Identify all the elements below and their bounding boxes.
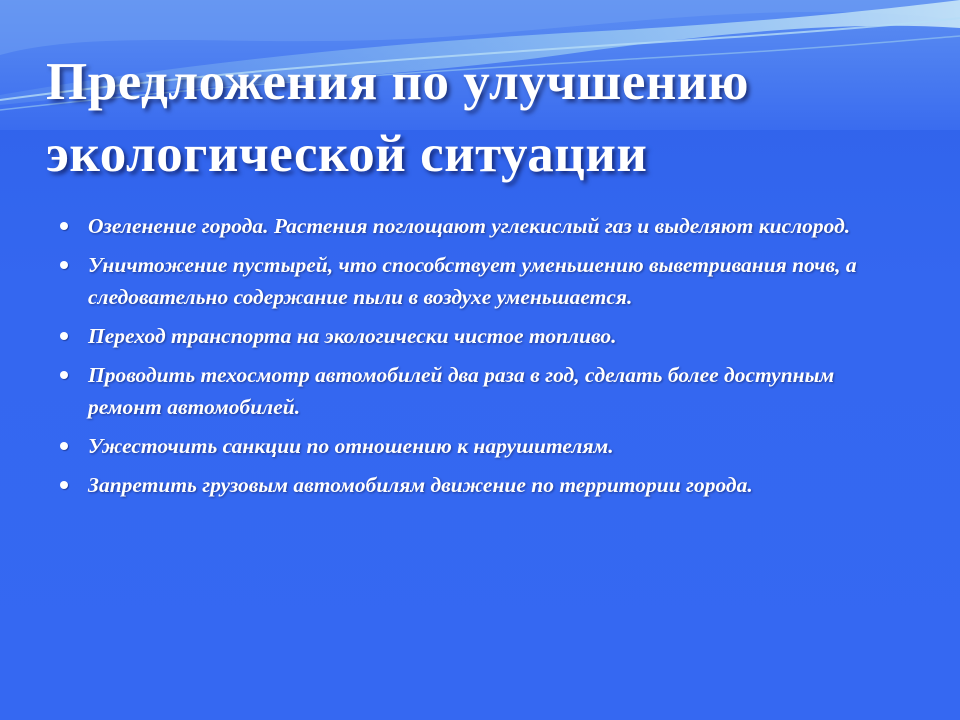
slide-title [46,46,926,190]
bullet-item [50,249,910,313]
bullet-dot-icon [60,222,68,230]
bullet-text: Переход транспорта на экологически чистое топливо. [88,324,617,348]
title-line-2: экологической ситуации [46,125,648,183]
bullet-dot-icon [60,332,68,340]
bullet-item [50,210,910,242]
bullet-item [50,320,910,352]
bullet-dot-icon [60,261,68,269]
bullet-text: Озеленение города. Растения поглощают углекислый газ и выделяют кислород. [88,214,851,238]
bullet-dot-icon [60,442,68,450]
bullet-dot-icon [60,371,68,379]
bullet-text: Уничтожение пустырей, что способствует уменьшению выветривания почв, а следовательно содержание пыли в воздухе уменьшается. [88,253,857,309]
bullet-text: Запретить грузовым автомобилям движение по территории города. [88,473,753,497]
bullet-item [50,359,910,423]
title-line-1: Предложения по улучшению [46,53,749,111]
bullet-text: Проводить техосмотр автомобилей два раза в год, сделать более доступным ремонт автомобилей. [88,363,835,419]
bullet-list [50,210,910,508]
bullet-dot-icon [60,481,68,489]
bullet-item [50,469,910,501]
bullet-item [50,430,910,462]
bullet-text: Ужесточить санкции по отношению к нарушителям. [88,434,614,458]
